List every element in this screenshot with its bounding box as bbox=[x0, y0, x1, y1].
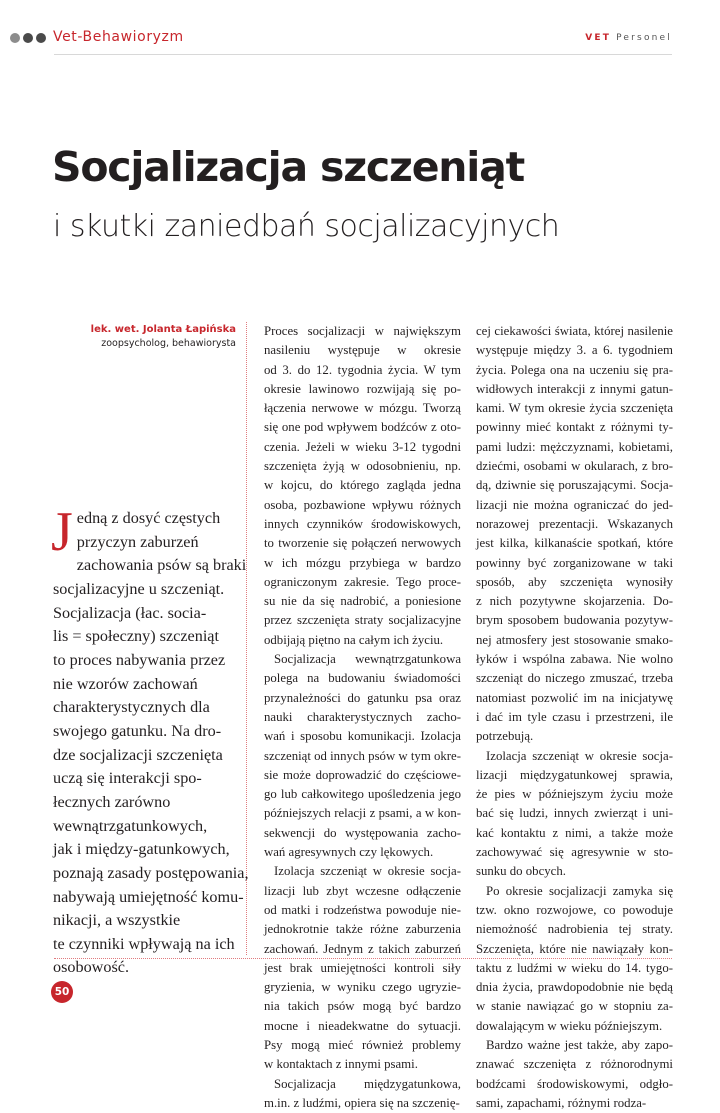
section-title: Vet-Behawioryzm bbox=[53, 29, 184, 45]
text-line: w kojcu, do którego zagląda jedna bbox=[264, 478, 461, 493]
text-line: widłowych interakcji z innymi gatun- bbox=[476, 381, 673, 396]
text-line: bać się ludzi, innych zwierząt i uni- bbox=[476, 806, 673, 821]
text-line: z nich pozytywne skojarzenia. Do- bbox=[476, 594, 673, 609]
text-line: sie może doprowadzić do częściowe- bbox=[264, 767, 461, 782]
text-line: dowalającym w wieku późniejszym. bbox=[476, 1018, 663, 1033]
author-role: zoopsycholog, behawiorysta bbox=[101, 338, 236, 349]
text-line: lizacji międzygatunkowej sprawia, bbox=[476, 767, 673, 782]
author-name: lek. wet. Jolanta Łapińska bbox=[90, 324, 236, 335]
text-line: su nie da się nadrobić, a poniesione bbox=[264, 594, 461, 609]
text-line: w ich mózgu przybiega w bardzo bbox=[264, 555, 461, 570]
text-line: zachowania psów są braki bbox=[76, 556, 247, 575]
text-line: to proces nabywania przez bbox=[53, 650, 226, 669]
text-line: dą, dziwnie się poruszającymi. Socja- bbox=[476, 478, 673, 493]
text-line: wań agresywnych czy lękowych. bbox=[264, 845, 434, 860]
text-line: występuje między 3. a 6. tygodniem bbox=[476, 343, 673, 358]
text-line: lizacji nie można ograniczać do jed- bbox=[476, 497, 673, 512]
text-line: zachowywać się agresywnie w sto- bbox=[476, 845, 673, 860]
text-line: innych czynników środowiskowych, bbox=[264, 516, 461, 531]
brand-suffix: Personel bbox=[616, 33, 672, 43]
text-line: sami, zapachami, różnymi rodza- bbox=[476, 1095, 647, 1110]
text-line: Psy mogą mieć również problemy bbox=[264, 1037, 461, 1052]
article-title: Socjalizacja szczeniąt bbox=[52, 143, 525, 191]
text-line: polega na budowaniu świadomości bbox=[264, 671, 461, 686]
text-line: jednokrotnie także różne zaburzenia bbox=[264, 922, 461, 937]
text-line: brym sposobem budowania pozytyw- bbox=[476, 613, 673, 628]
text-line: mocne i nieadekwatne do sytuacji. bbox=[264, 1018, 461, 1033]
brand-name: VET bbox=[585, 33, 612, 43]
text-line: poznają zasady postępowania, bbox=[53, 863, 249, 882]
text-line: Izolacja szczeniąt w okresie socja- bbox=[486, 748, 673, 763]
text-line: wewnątrzgatunkowych, bbox=[53, 816, 208, 835]
text-line: to tworzenie się połączeń nerwowych bbox=[264, 536, 461, 551]
text-line: powinny mieć kontakt z różnymi ty- bbox=[476, 420, 673, 435]
text-line: szczeniąt od innych psów w tym okre- bbox=[264, 748, 461, 763]
text-line: lizacji lub zbyt wczesne odłączenie bbox=[264, 883, 461, 898]
text-line: dze socjalizacji szczenięta bbox=[53, 745, 223, 764]
page-number: 50 bbox=[51, 981, 73, 1003]
text-line: się one pod wpływem bodźców z oto- bbox=[264, 420, 461, 435]
text-line: jak i między-gatunkowych, bbox=[53, 840, 230, 859]
text-line: szczenięta żyją w odosobnieniu, np. bbox=[264, 459, 461, 474]
text-line: charakterystycznych dla bbox=[53, 698, 210, 717]
text-line: Bardzo ważne jest także, aby zapo- bbox=[486, 1037, 673, 1052]
text-line: kami. W tym okresie życia szczenięta bbox=[476, 401, 673, 416]
text-line: nie wzorów zachowań bbox=[53, 674, 198, 693]
text-line: nabywają umiejętność komu- bbox=[53, 887, 244, 906]
text-column-1 bbox=[264, 322, 461, 1113]
text-line: dnia życia, prawdopodobnie nie będą bbox=[476, 980, 673, 995]
text-line: jest kilka, kilkanaście spotkań, które bbox=[476, 536, 673, 551]
text-line: przez szczenięta straty socjalizacyjne bbox=[264, 613, 461, 628]
text-line: jest brak umiejętności kontroli siły bbox=[264, 960, 461, 975]
text-column-2 bbox=[476, 322, 673, 1113]
bullet-dot bbox=[10, 33, 20, 43]
text-line: szczeniąt do niczego zmuszać, trzeba bbox=[476, 671, 673, 686]
text-line: socjalizacyjne u szczeniąt. bbox=[53, 579, 225, 598]
text-line: nia takich psów mogą być bardzo bbox=[264, 999, 461, 1014]
text-line: w stanie nawiązać go w stopniu za- bbox=[476, 999, 673, 1014]
text-line: bodźcami środowiskowymi, odgło- bbox=[476, 1076, 673, 1091]
text-line: edną z dosyć częstych bbox=[76, 509, 221, 527]
bullet-dot bbox=[23, 33, 33, 43]
text-line: okresie lawinowo rozwijają się po- bbox=[264, 381, 461, 396]
text-line: nasileniu występuje w okresie bbox=[264, 343, 461, 358]
text-line: życia. Polega ona na uczeniu się pra- bbox=[476, 362, 673, 377]
text-line: łyków i wspólna zabawa. Nie wolno bbox=[476, 652, 673, 667]
text-line: odbijają piętno na całym ich życiu. bbox=[264, 632, 444, 647]
text-line: go lub całkowitego upośledzenia jego bbox=[264, 787, 461, 802]
text-line: osoba, pozbawione wpływu różnych bbox=[264, 497, 461, 512]
lead-paragraph bbox=[51, 501, 258, 980]
text-line: natomiast pozwolić im na inicjatywę bbox=[476, 690, 673, 705]
text-line: w kontaktach z innymi psami. bbox=[264, 1057, 418, 1072]
text-line: m.in. z ludźmi, opiera się na szczenię- bbox=[264, 1095, 460, 1110]
text-line: tzw. okno rozwojowe, co powoduje bbox=[476, 902, 673, 917]
drop-cap: J bbox=[51, 501, 73, 563]
text-line: osobowość. bbox=[53, 958, 129, 977]
text-line: wań i sposobu komunikacji. Izolacja bbox=[264, 729, 461, 744]
text-line: Po okresie socjalizacji zamyka się bbox=[486, 883, 673, 898]
text-line: potrzebują. bbox=[476, 729, 534, 744]
text-line: od matki i rodzeństwa powoduje nie- bbox=[264, 902, 461, 917]
text-line: swojego gatunku. Na dro- bbox=[53, 721, 222, 740]
text-line: sposób, aby szczenięta wynosiły bbox=[476, 574, 673, 589]
text-line: te czynniki wpływają na ich bbox=[53, 934, 235, 953]
text-line: lis = społeczny) szczeniąt bbox=[53, 627, 219, 646]
text-line: sekwencji do występowania zacho- bbox=[264, 825, 461, 840]
text-line: zachowań. Jednym z takich zaburzeń bbox=[264, 941, 461, 956]
text-line: późniejszych relacji z psami, a w kon- bbox=[264, 806, 461, 821]
article-subtitle: i skutki zaniedbań socjalizacyjnych bbox=[53, 209, 560, 244]
text-line: kać kontaktu z nimi, a także może bbox=[476, 825, 673, 840]
text-line: nauki charakterystycznych zacho- bbox=[264, 709, 461, 724]
header-divider bbox=[54, 54, 672, 55]
text-line: sunku do obcych. bbox=[476, 864, 566, 879]
text-line: Izolacja szczeniąt w okresie socja- bbox=[274, 864, 461, 879]
text-line: łecznych zarówno bbox=[53, 792, 171, 811]
text-line: norazowej prezentacji. Wskazanych bbox=[476, 516, 673, 531]
text-line: pami ludzi: mężczyznami, kobietami, bbox=[476, 439, 673, 454]
text-line: ograniczonym zakresie. Tego proce- bbox=[264, 574, 461, 589]
text-line: przyczyn zaburzeń bbox=[76, 532, 199, 551]
text-line: gryzienia, w wyniku czego ugryzie- bbox=[264, 980, 461, 995]
author-block bbox=[54, 324, 236, 349]
text-line: cej ciekawości świata, której nasilenie bbox=[476, 324, 673, 338]
text-line: Proces socjalizacji w największym bbox=[264, 324, 461, 338]
footer-divider bbox=[54, 958, 672, 959]
text-line: czenia. Jeżeli w wieku 3-12 tygodni bbox=[264, 439, 461, 454]
text-line: Szczenięta, które nie nawiązały kon- bbox=[476, 941, 673, 956]
text-line: od 3. do 12. tygodnia życia. W tym bbox=[264, 362, 461, 377]
text-line: łączenia nerwowe w mózgu. Tworzą bbox=[264, 401, 461, 416]
magazine-brand bbox=[585, 33, 672, 43]
text-line: taktu z ludźmi w wieku do 14. tygo- bbox=[476, 960, 673, 975]
text-line: niemożność nadrobienia tej straty. bbox=[476, 922, 673, 937]
text-line: znawać szczenięta z różnorodnymi bbox=[476, 1057, 673, 1072]
text-line: nej atmosfery jest stosowanie smako- bbox=[476, 632, 673, 647]
section-dots bbox=[10, 33, 46, 43]
text-line: że pies w późniejszym życiu może bbox=[476, 787, 673, 802]
text-line: nikacji, a wszystkie bbox=[53, 911, 181, 930]
text-line: i dać im tyle czasu i przestrzeni, ile bbox=[476, 709, 673, 724]
text-line: przynależności do gatunku psa oraz bbox=[264, 690, 461, 705]
text-line: uczą się interakcji spo- bbox=[53, 769, 202, 788]
text-line: Socjalizacja (łac. socia- bbox=[53, 603, 207, 622]
text-line: Socjalizacja wewnątrzgatunkowa bbox=[274, 652, 461, 667]
text-line: Socjalizacja międzygatunkowa, bbox=[274, 1076, 461, 1091]
text-line: dziećmi, osobami w okularach, z bro- bbox=[476, 459, 673, 474]
bullet-dot bbox=[36, 33, 46, 43]
text-line: powinny być zorganizowane w taki bbox=[476, 555, 673, 570]
